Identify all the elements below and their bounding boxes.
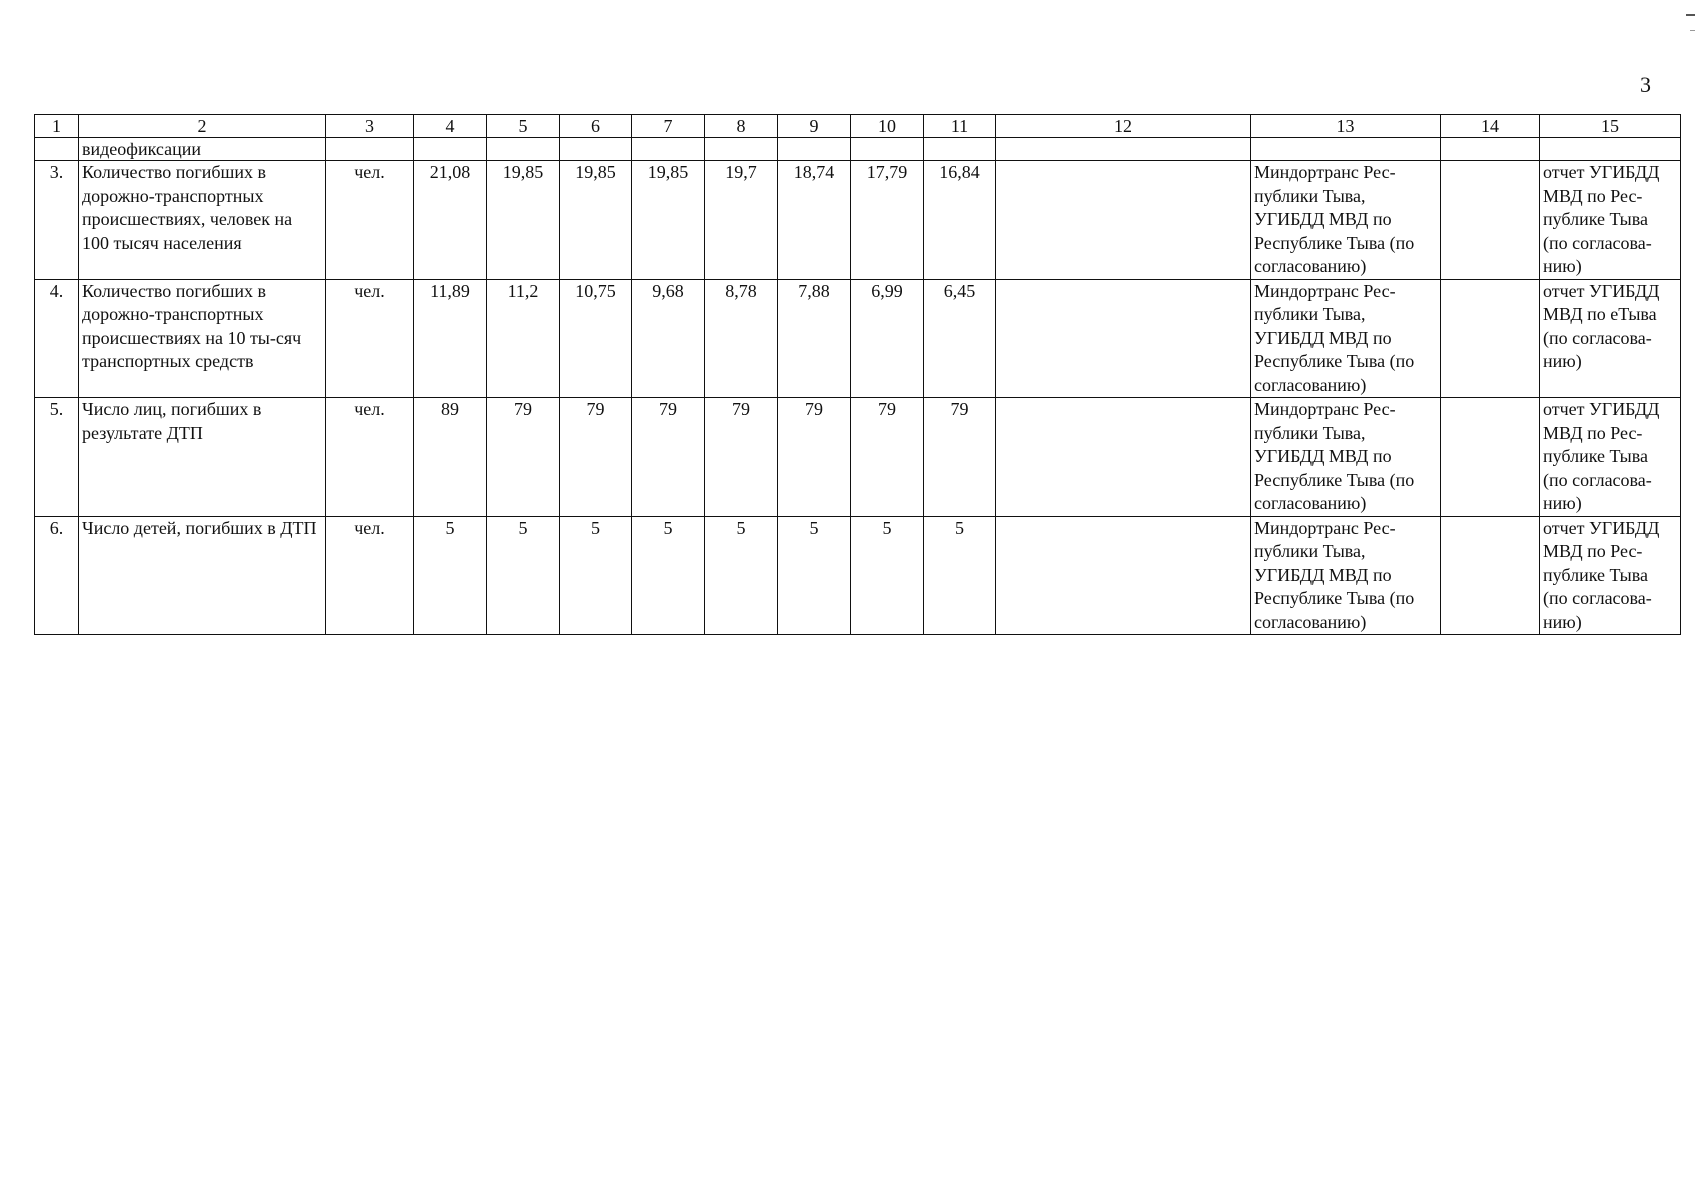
cell-col14: [1441, 516, 1540, 635]
scan-corner-mark: [1686, 14, 1695, 16]
cell-value: 7,88: [778, 279, 851, 398]
cell-value: 5: [560, 516, 632, 635]
cell-num: 4.: [35, 279, 79, 398]
cell-value: 19,85: [560, 161, 632, 280]
cell-value: 11,2: [487, 279, 560, 398]
cell-name: видеофиксации: [79, 138, 326, 161]
cell-value: 5: [778, 516, 851, 635]
cell-num: [35, 138, 79, 161]
cell-name: Количество погибших в дорожно-транспортных происшествиях, человек на 100 тысяч населения: [79, 161, 326, 280]
scan-corner-mark-small: [1690, 30, 1695, 31]
cell-col12: [996, 398, 1251, 517]
cell-name: Число лиц, погибших в результате ДТП: [79, 398, 326, 517]
cell-value: 17,79: [851, 161, 924, 280]
cell-value: 5: [632, 516, 705, 635]
cell-value: 79: [632, 398, 705, 517]
cell-responsible: Миндортранс Рес-публики Тыва, УГИБДД МВД по Республике Тыва (по согласованию): [1251, 516, 1441, 635]
cell-responsible: Миндортранс Рес-публики Тыва, УГИБДД МВД по Республике Тыва (по согласованию): [1251, 398, 1441, 517]
header-cell: 3: [326, 115, 414, 138]
header-cell: 10: [851, 115, 924, 138]
cell-col14: [1441, 161, 1540, 280]
cell-value: 79: [778, 398, 851, 517]
table-row: [35, 516, 1681, 635]
cell-col14: [1441, 279, 1540, 398]
cell-col12: [996, 279, 1251, 398]
header-cell: 14: [1441, 115, 1540, 138]
cell-value: 9,68: [632, 279, 705, 398]
cell-value: 79: [924, 398, 996, 517]
table-row-continuation: [35, 138, 1681, 161]
cell-col12: [996, 161, 1251, 280]
table-row: [35, 398, 1681, 517]
cell-name: Количество погибших в дорожно-транспортных происшествиях на 10 ты-сяч транспортных средств: [79, 279, 326, 398]
cell-num: 5.: [35, 398, 79, 517]
cell-num: 6.: [35, 516, 79, 635]
header-cell: 11: [924, 115, 996, 138]
header-cell: 8: [705, 115, 778, 138]
cell-unit: чел.: [326, 279, 414, 398]
cell-value: 5: [851, 516, 924, 635]
table-row: [35, 279, 1681, 398]
header-cell: 12: [996, 115, 1251, 138]
indicators-table: [34, 114, 1681, 635]
header-cell: 9: [778, 115, 851, 138]
cell-unit: чел.: [326, 161, 414, 280]
cell-value: 19,7: [705, 161, 778, 280]
cell-source: отчет УГИБДД МВД по Рес-публике Тыва (по согласова-нию): [1540, 398, 1681, 517]
cell-value: 19,85: [632, 161, 705, 280]
header-cell: 7: [632, 115, 705, 138]
cell-responsible: Миндортранс Рес-публики Тыва, УГИБДД МВД по Республике Тыва (по согласованию): [1251, 279, 1441, 398]
cell-value: 6,99: [851, 279, 924, 398]
header-cell: 15: [1540, 115, 1681, 138]
page-number: 3: [1640, 72, 1651, 97]
header-cell: 5: [487, 115, 560, 138]
cell-value: 79: [705, 398, 778, 517]
cell-value: 5: [414, 516, 487, 635]
table-row: [35, 161, 1681, 280]
cell-value: 79: [487, 398, 560, 517]
cell-value: 11,89: [414, 279, 487, 398]
cell-value: 18,74: [778, 161, 851, 280]
cell-value: 5: [924, 516, 996, 635]
cell-source: отчет УГИБДД МВД по Рес-публике Тыва (по согласова-нию): [1540, 516, 1681, 635]
header-cell: 6: [560, 115, 632, 138]
cell-value: 89: [414, 398, 487, 517]
cell-value: 16,84: [924, 161, 996, 280]
cell-value: 79: [560, 398, 632, 517]
cell-unit: чел.: [326, 398, 414, 517]
cell-value: 5: [705, 516, 778, 635]
header-cell: 2: [79, 115, 326, 138]
cell-value: 21,08: [414, 161, 487, 280]
cell-value: 19,85: [487, 161, 560, 280]
cell-unit: чел.: [326, 516, 414, 635]
header-row: [35, 115, 1681, 138]
cell-num: 3.: [35, 161, 79, 280]
cell-value: 6,45: [924, 279, 996, 398]
cell-value: 5: [487, 516, 560, 635]
cell-source: отчет УГИБДД МВД по еТыва (по согласова-нию): [1540, 279, 1681, 398]
header-cell: 1: [35, 115, 79, 138]
cell-value: 8,78: [705, 279, 778, 398]
cell-responsible: Миндортранс Рес-публики Тыва, УГИБДД МВД по Республике Тыва (по согласованию): [1251, 161, 1441, 280]
header-cell: 4: [414, 115, 487, 138]
cell-source: отчет УГИБДД МВД по Рес-публике Тыва (по согласова-нию): [1540, 161, 1681, 280]
cell-value: 79: [851, 398, 924, 517]
cell-value: 10,75: [560, 279, 632, 398]
cell-col14: [1441, 398, 1540, 517]
header-cell: 13: [1251, 115, 1441, 138]
cell-col12: [996, 516, 1251, 635]
cell-name: Число детей, погибших в ДТП: [79, 516, 326, 635]
